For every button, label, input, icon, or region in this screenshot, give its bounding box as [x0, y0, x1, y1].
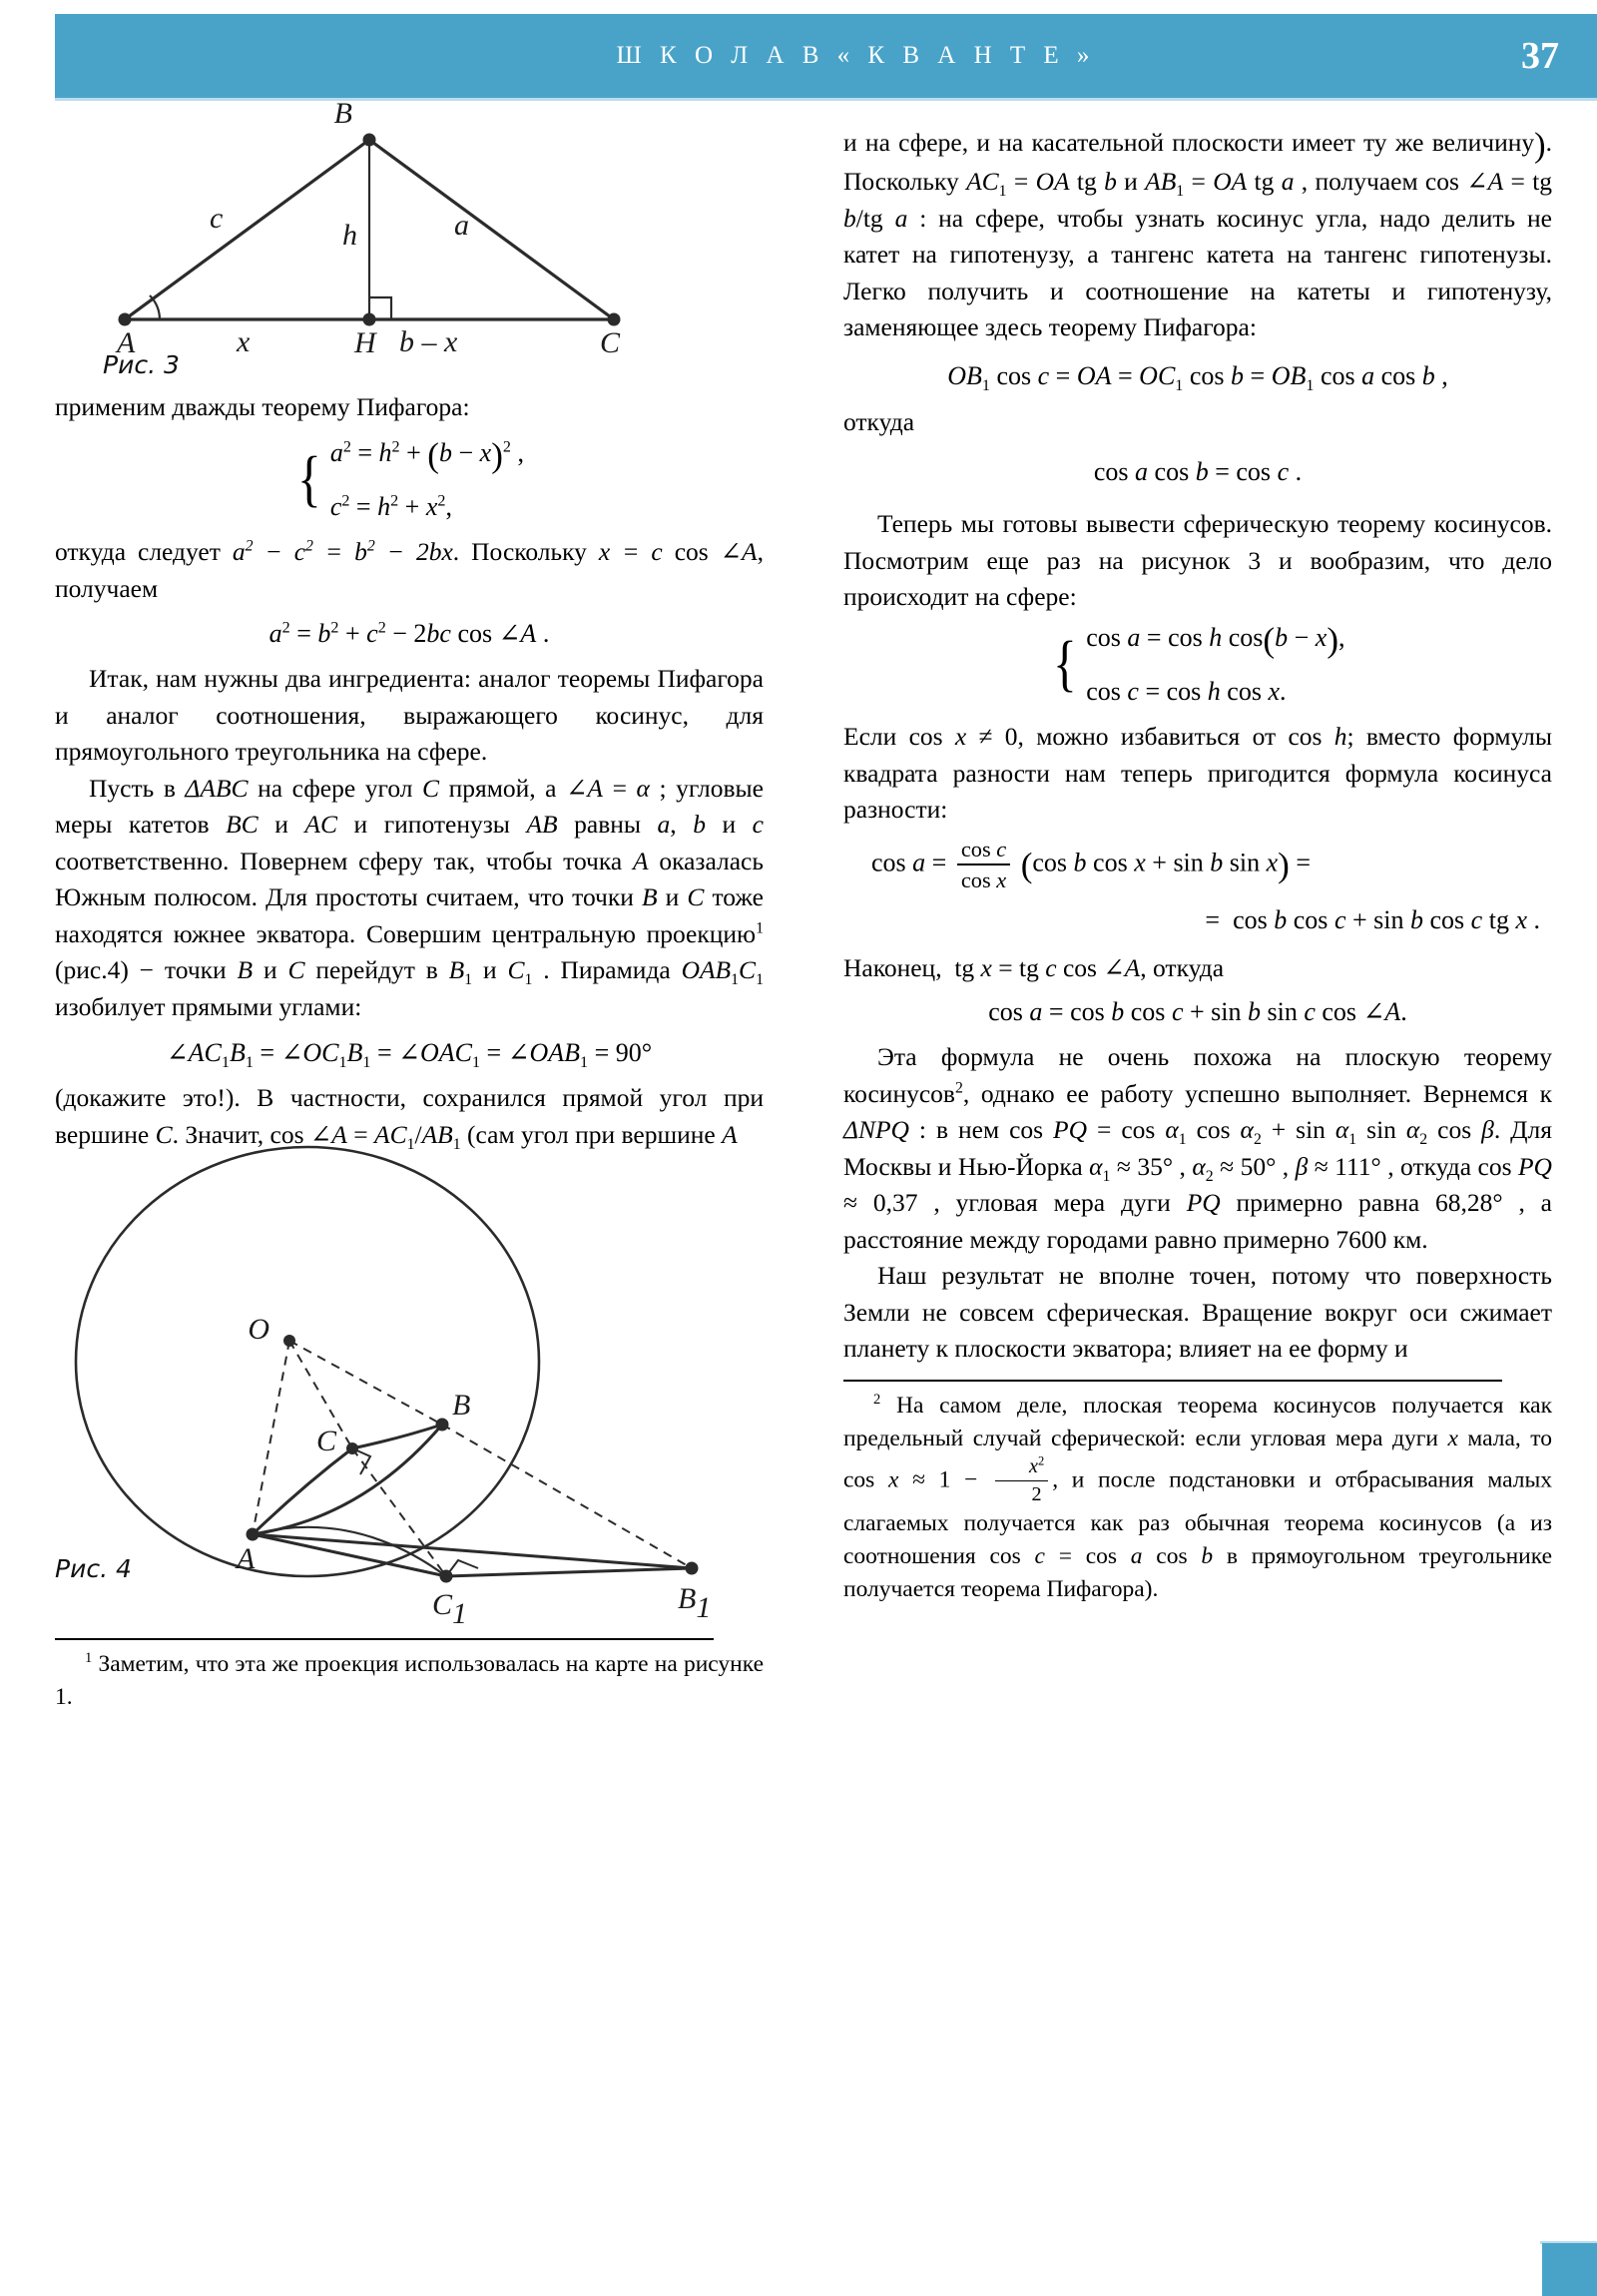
- footnote-marker-1: 1: [756, 919, 764, 937]
- left-inline-eq-1: $a^2 - c^2 = b^2 - 2bx$: [232, 537, 453, 567]
- left-inline-eq-2: x = c: [598, 537, 663, 567]
- left-para-2-d: , получаем: [55, 537, 764, 603]
- right-footnote-cos-approx: cos: [843, 1466, 875, 1493]
- right-footnote-part-1: На самом деле, плоская теорема косинусов получается как предельный случай сферической: если угловая мера дуги: [843, 1392, 1553, 1451]
- right-para-2: откуда: [843, 406, 915, 436]
- equation-system-1: [55, 433, 764, 528]
- figure-4: [55, 1157, 764, 1631]
- figure-4-label-O: O: [248, 1313, 269, 1347]
- right-equation-1: $OB_1$ cos c = OA = $OC_1$ $\cos b = OB_1$ cos a cos b ,: [947, 360, 1448, 394]
- left-para-2-b: . Поскольку: [452, 537, 587, 567]
- right-para-1: и на сфере, и на касательной плоскости имеет ту же величину). Поскольку $AC_1$ = OA tg b и $AB_1$ = OA tg a , получаем cos ∠A = tg b/tg a : на сфере, чтобы узнать косинус угла, надо делить не катет на гипотенузу, а тангенс катета на тангенс гипотенузы. Легко получить и соотношение на катеты и гипотенузу, заменяющее здесь теорему Пифагора:: [843, 126, 1553, 341]
- right-footnote-rule: [843, 1380, 1502, 1382]
- figure-4-label-A: A: [237, 1542, 256, 1576]
- equation-system-1-row-1: $a^2 = h^2 + (b - x)^2$ ,: [329, 435, 524, 475]
- header-underline: [55, 98, 1597, 101]
- figure-4-label-C1: C1: [432, 1588, 468, 1631]
- corner-accent-block: [1542, 2243, 1597, 2296]
- figure-3-label-H: H: [354, 326, 376, 359]
- figure-3-label-a: a: [454, 209, 469, 242]
- equation-system-2: [843, 618, 1552, 713]
- header-band: [55, 14, 1597, 98]
- right-footnote-part-3: , и после подстановки и отбрасывания малых слагаемых получается как раз обычная теорема косинусов (а из соотношения: [843, 1466, 1553, 1569]
- right-equation-3-line-2: = cos b cos c + sin b cos c tg x .: [1205, 904, 1540, 934]
- figure-4-label-C: C: [315, 1425, 336, 1458]
- right-para-4: Если cos x ≠ 0, можно избавиться от cos h; вместо формулы квадрата разности нам теперь пригодится формула косинуса разности:: [843, 722, 1552, 825]
- right-footnote-part-2: мала, то: [1457, 1425, 1552, 1451]
- equation-3: $\angle AC_1B_1$ = $\angle OC_1B_1$ = $\angle OAC_1$ = $\angle OAB_1 = 90^\circ$: [166, 1038, 653, 1072]
- right-footnote-x-var: x: [1447, 1425, 1458, 1451]
- left-footnote-rule: [55, 1638, 714, 1640]
- page-title: Ш К О Л А В « К В А Н Т Е »: [616, 42, 1096, 69]
- right-para-6: Эта формула не очень похожа на плоскую теорему косинусов$^2$, однако ее работу успешно выполняет. Вернемся к ΔNPQ : в нем cos PQ = $\cos \alpha_1$ $\cos \alpha_2 + \sin \alpha_1$ $\sin \alpha_2$ cos β. Для Москвы и Нью-Йорка $\alpha_1 \approx 35^\circ$ , $\alpha_2 \approx 50^\circ$ , β ≈ 111° , откуда cos PQ ≈ 0,37 , угловая мера дуги PQ примерно равна 68,28° , а расстояние между городами равно примерно 7600 км.: [843, 1042, 1553, 1254]
- left-brace-icon: {: [297, 445, 321, 513]
- figure-3-label-h: h: [342, 219, 357, 252]
- left-para-1: применим дважды теорему Пифагора:: [55, 392, 470, 421]
- right-para-7: Наш результат не вполне точен, потому что поверхность Земли не совсем сферическая. Вращение вокруг оси сжимает планету к плоскости экватора; влияет на ее форму и: [843, 1261, 1552, 1364]
- figure-4-label-B1: B1: [678, 1582, 712, 1625]
- figure-3-label-x: x: [237, 325, 251, 358]
- right-footnote: $^2$ На самом деле, плоская теорема косинусов получается как предельный случай сферической: если угловая мера дуги x мала, то cos x ≈ 1 − $\frac{x^2}{2}$ , и после подстановки и отбрасывания малых слагаемых получается как раз обычная теорема косинусов (а из соотношения cos c = cos a cos b в прямоугольном треугольнике получается теорема Пифагора).: [843, 1391, 1553, 1602]
- right-equation-2: cos a cos b = cos c .: [1093, 457, 1303, 486]
- left-para-3: Итак, нам нужны два ингредиента: аналог теоремы Пифагора и аналог соотношения, выражающего косинус, для прямоугольного треугольника на сфере.: [55, 664, 764, 767]
- left-para-2: откуда следует $a^2 - c^2 = b^2 - 2bx$. Поскольку x = c cos ∠A, получаем: [55, 537, 764, 603]
- figure-4-caption: Рис. 4: [55, 1554, 132, 1584]
- figure-3-label-C: C: [600, 326, 621, 359]
- figure-4-drawing: [55, 1157, 764, 1631]
- right-para-3: Теперь мы готовы вывести сферическую теорему косинусов. Посмотрим еще раз на рисунок 3 и вообразим, что дело происходит на сфере:: [843, 509, 1552, 611]
- figure-3: [55, 97, 764, 379]
- right-equation-3-line-1: cos a = $\frac{\text{cos c}}{\text{cos x}}$ (cos b cos x + sin b sin x) =: [871, 836, 1312, 892]
- figure-4-label-B: B: [452, 1389, 471, 1423]
- left-footnote: [55, 1648, 764, 1714]
- equation-2: $a^2 = b^2 + c^2 - 2bc$ cos ∠A .: [268, 619, 550, 649]
- left-footnote-marker: 1: [85, 1650, 93, 1667]
- left-footnote-text: Заметим, что эта же проекция использовалась на карте на рисунке 1.: [55, 1651, 764, 1711]
- left-para-4: Пусть в ΔABC на сфере угол C прямой, а ∠A = α ; угловые меры катетов BC и AC и гипотенузы AB равны a, b и c соответственно. Повернем сферу так, чтобы точка A оказалась Южным полюсом. Для простоты считаем, что точки B и C тоже находятся южнее экватора. Совершим центральную проекцию$^1$ (рис.4) − точки B и C перейдут в $B_1$ и $C_1$ . Пирамида $OAB_1C_1$ изобилует прямыми углами:: [55, 773, 764, 1021]
- equation-system-2-row-1: cos a = cos h cos(b − x),: [1086, 620, 1345, 660]
- right-footnote-marker: 2: [873, 1391, 881, 1408]
- equation-system-1-row-2: $c^2 = h^2 + x^2$,: [329, 492, 452, 522]
- figure-3-label-B: B: [333, 97, 352, 130]
- page-number: 37: [1521, 35, 1559, 77]
- figure-3-label-c: c: [210, 202, 224, 235]
- x-squared-over-two-fraction: $\frac{x^2}{2}$: [995, 1455, 1048, 1507]
- left-para-5: (докажите это!). В частности, сохранился прямой угол при вершине C. Значит, cos ∠A = $AC_1/AB_1$ (сам угол при вершине A: [55, 1083, 764, 1153]
- footnote-marker-2: 2: [954, 1079, 963, 1097]
- left-column: [55, 97, 764, 1714]
- figure-3-caption: Рис. 3: [103, 350, 180, 379]
- figure-3-label-A: A: [117, 326, 136, 359]
- right-column: [843, 125, 1552, 1606]
- left-brace-icon-2: {: [1053, 630, 1078, 698]
- cos-fraction: $\frac{\text{cos c}}{\text{cos x}}$: [957, 837, 1010, 893]
- right-footnote-part-4: в прямоугольном треугольнике получается теорема Пифагора).: [843, 1542, 1553, 1602]
- equation-system-2-row-2: cos c = cos h cos x.: [1086, 677, 1287, 707]
- right-para-5: Наконец, tg x = tg c cos ∠A, откуда: [843, 952, 1225, 982]
- right-equation-4: cos a = cos b cos c + sin b sin c cos ∠A.: [988, 997, 1407, 1027]
- figure-3-drawing: [55, 97, 764, 359]
- left-para-2-a: откуда следует: [55, 537, 221, 567]
- figure-3-label-bx: b – x: [399, 325, 458, 358]
